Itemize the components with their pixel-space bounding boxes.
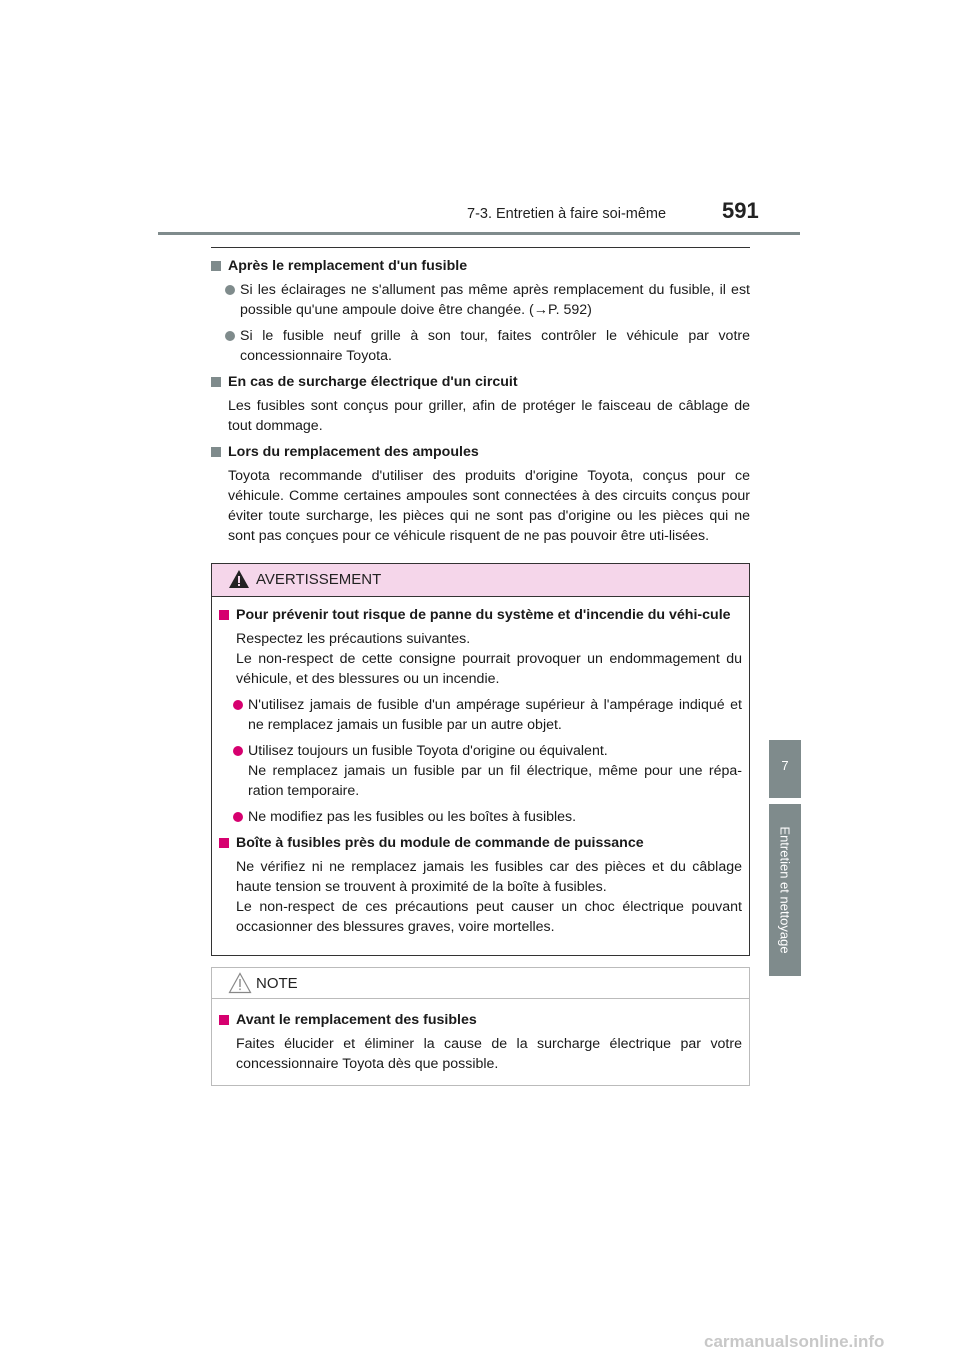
square-bullet-icon xyxy=(211,377,221,387)
round-bullet-icon xyxy=(233,700,243,710)
square-bullet-icon xyxy=(219,1015,229,1025)
heading-text: En cas de surcharge électrique d'un circuit xyxy=(228,374,518,390)
bullet-text: N'utilisez jamais de fusible d'un ampérage supérieur à l'ampérage indiqué et ne remplacez jamais un fusible par un autre objet. xyxy=(248,697,742,733)
round-bullet-icon xyxy=(233,746,243,756)
bullet-text: Ne modifiez pas les fusibles ou les boîtes à fusibles. xyxy=(248,809,577,825)
note-box xyxy=(211,967,750,1086)
paragraph: Faites élucider et éliminer la cause de la surcharge électrique par votre concessionnaire Toyota dès que possible. xyxy=(236,1036,742,1072)
warning-box xyxy=(211,563,750,956)
note-body xyxy=(212,999,749,1074)
bullet-item xyxy=(219,695,742,735)
paragraph: Le non-respect de cette consigne pourrait provoquer un endommagement du véhicule, et des blessures ou un incendie. xyxy=(236,651,742,687)
main-content xyxy=(211,256,750,552)
heading-text: Boîte à fusibles près du module de commande de puissance xyxy=(236,835,644,851)
round-bullet-icon xyxy=(233,812,243,822)
warning-body xyxy=(212,597,749,937)
bullet-text: Si le fusible neuf grille à son tour, faites contrôler le véhicule par votre concessionnaire Toyota. xyxy=(240,328,750,364)
chapter-title: Entretien et nettoyage xyxy=(777,826,793,954)
bullet-item xyxy=(219,807,742,827)
section-heading xyxy=(211,442,750,462)
section-heading xyxy=(219,833,742,853)
content-rule xyxy=(211,247,750,248)
section-heading xyxy=(211,372,750,392)
bullet-text: Si les éclairages ne s'allument pas même après remplacement du fusible, il est possible qu'une ampoule doive être changée. (→P. 592) xyxy=(240,282,750,318)
heading-text: Après le remplacement d'un fusible xyxy=(228,258,468,274)
bullet-item xyxy=(211,326,750,366)
heading-text: Lors du remplacement des ampoules xyxy=(228,444,479,460)
paragraph: Toyota recommande d'utiliser des produits d'origine Toyota, conçus pour ce véhicule. Comme certaines ampoules sont connectées à des circuits conçus pour éviter toute surcharge, les pièces qui ne sont pas d'origine ou les pièces qui ne sont pas conçues pour ce véhicule risquent de ne pas pouvoir être uti-lisées. xyxy=(228,468,750,544)
bullet-text: Utilisez toujours un fusible Toyota d'origine ou équivalent. xyxy=(248,743,608,759)
header-rule xyxy=(158,232,800,235)
header-section-title: 7-3. Entretien à faire soi-même xyxy=(467,206,667,222)
heading-text: Avant le remplacement des fusibles xyxy=(236,1012,477,1028)
page-number: 591 xyxy=(722,198,759,223)
warning-title: AVERTISSEMENT xyxy=(256,571,382,588)
bullet-item xyxy=(219,741,742,801)
note-header xyxy=(212,968,749,999)
paragraph: Les fusibles sont conçus pour griller, afin de protéger le faisceau de câblage de tout dommage. xyxy=(228,398,750,434)
note-triangle-icon xyxy=(228,972,252,999)
warning-triangle-icon xyxy=(228,569,250,594)
heading-text: Pour prévenir tout risque de panne du système et d'incendie du véhi-cule xyxy=(236,607,731,623)
paragraph: Le non-respect de ces précautions peut causer un choc électrique pouvant occasionner des blessures graves, voire mortelles. xyxy=(236,899,742,935)
square-bullet-icon xyxy=(211,447,221,457)
section-heading xyxy=(219,605,742,625)
note-title: NOTE xyxy=(256,975,298,992)
square-bullet-icon xyxy=(211,261,221,271)
section-heading xyxy=(219,1010,742,1030)
paragraph: Respectez les précautions suivantes. xyxy=(236,631,471,647)
warning-header xyxy=(212,564,749,597)
chapter-number: 7 xyxy=(781,758,789,773)
round-bullet-icon xyxy=(225,331,235,341)
paragraph: Ne vérifiez ni ne remplacez jamais les fusibles car des pièces et du câblage haute tension se trouvent à proximité de la boîte à fusibles. xyxy=(236,859,742,895)
footer-watermark: carmanualsonline.info xyxy=(704,1332,885,1351)
square-bullet-icon xyxy=(219,610,229,620)
bullet-item xyxy=(211,280,750,320)
round-bullet-icon xyxy=(225,285,235,295)
bullet-text: Ne remplacez jamais un fusible par un fil électrique, même pour une répa-ration temporaire. xyxy=(248,763,742,799)
section-heading xyxy=(211,256,750,276)
square-bullet-icon xyxy=(219,838,229,848)
